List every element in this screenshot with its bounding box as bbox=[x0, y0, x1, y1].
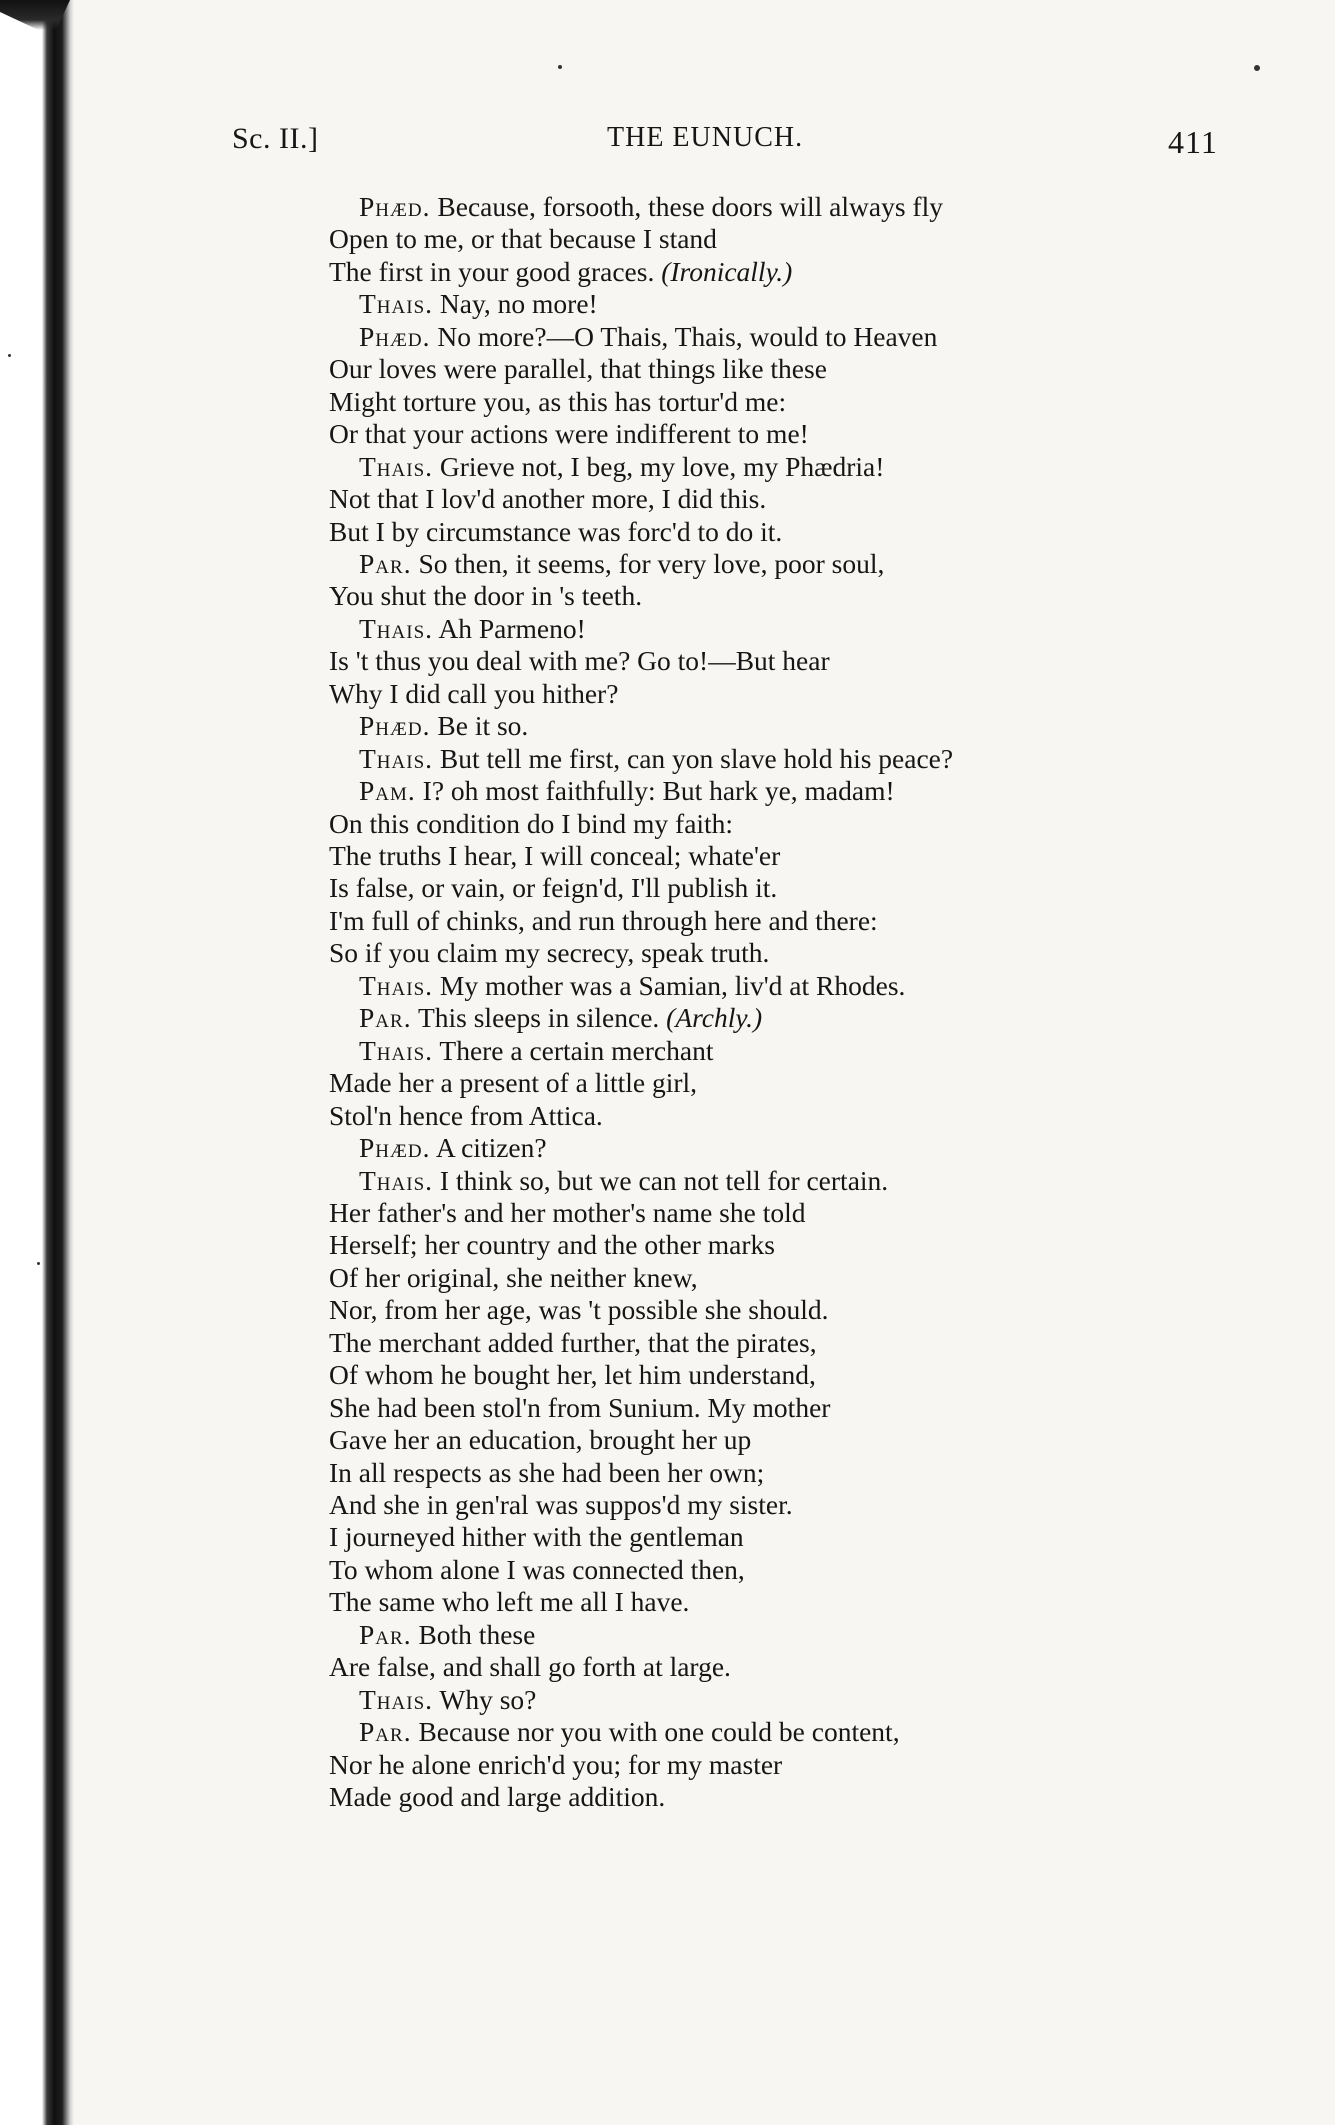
running-title: THE EUNUCH. bbox=[607, 122, 804, 153]
line-text: I? oh most faithfully: But hark ye, madam! bbox=[415, 775, 895, 807]
book-spine-shadow bbox=[0, 0, 74, 2125]
text-line bbox=[359, 710, 528, 742]
line-text: In all respects as she had been her own; bbox=[329, 1456, 765, 1488]
text-line bbox=[329, 1327, 817, 1359]
text-line bbox=[329, 386, 786, 418]
text-line bbox=[329, 256, 792, 288]
line-text: Is 't thus you deal with me? Go to!—But hear bbox=[329, 645, 830, 677]
line-text: Or that your actions were indifferent to me! bbox=[329, 418, 809, 450]
page-number: 411 bbox=[1168, 124, 1218, 160]
text-line bbox=[329, 516, 782, 548]
line-text: So if you claim my secrecy, speak truth. bbox=[329, 937, 770, 969]
line-text: On this condition do I bind my faith: bbox=[329, 807, 734, 839]
line-text: Open to me, or that because I stand bbox=[329, 223, 717, 255]
text-line bbox=[329, 645, 830, 677]
line-text: Is false, or vain, or feign'd, I'll publish it. bbox=[329, 872, 778, 904]
speaker-name: Par. bbox=[359, 1716, 412, 1748]
speaker-name: Phæd. bbox=[359, 191, 431, 222]
line-text: But I by circumstance was forc'd to do it. bbox=[329, 515, 783, 547]
line-text: This sleeps in silence. bbox=[411, 1002, 667, 1034]
text-line bbox=[359, 1619, 535, 1651]
text-line bbox=[329, 1100, 603, 1132]
text-line bbox=[329, 905, 878, 937]
speaker-name: Thais. bbox=[359, 742, 434, 774]
text-line bbox=[359, 548, 884, 580]
line-text: To whom alone I was connected then, bbox=[329, 1553, 745, 1585]
line-text: Not that I lov'd another more, I did this. bbox=[329, 483, 767, 515]
speaker-name: Phæd. bbox=[359, 1132, 431, 1164]
line-text: So then, it seems, for very love, poor soul, bbox=[411, 547, 885, 579]
text-line bbox=[329, 353, 827, 385]
line-text: The first in your good graces. bbox=[329, 255, 662, 287]
line-text: She had been stol'n from Sunium. My mother bbox=[329, 1391, 831, 1423]
line-text: Herself; her country and the other marks bbox=[329, 1229, 775, 1261]
line-text: Nor, from her age, was 't possible she should. bbox=[329, 1294, 829, 1326]
text-line bbox=[329, 580, 642, 612]
ink-speck bbox=[8, 354, 11, 357]
text-line bbox=[359, 1684, 536, 1716]
text-line bbox=[329, 678, 618, 710]
stage-direction: (Ironically.) bbox=[661, 255, 793, 287]
ink-speck bbox=[1254, 65, 1260, 71]
line-text: There a certain merchant bbox=[433, 1034, 714, 1066]
line-text: Made her a present of a little girl, bbox=[329, 1067, 698, 1099]
line-text: Might torture you, as this has tortur'd me: bbox=[329, 385, 787, 417]
text-line bbox=[329, 1586, 689, 1618]
text-line bbox=[329, 1197, 805, 1229]
speaker-name: Pam. bbox=[359, 775, 416, 807]
line-text: The merchant added further, that the pirates, bbox=[329, 1326, 817, 1358]
line-text: Stol'n hence from Attica. bbox=[329, 1099, 603, 1131]
speaker-name: Par. bbox=[359, 547, 412, 579]
line-text: Be it so. bbox=[430, 710, 529, 742]
speaker-name: Phæd. bbox=[359, 710, 431, 742]
text-line bbox=[359, 1002, 762, 1034]
text-line bbox=[359, 613, 586, 645]
speaker-name: Thais. bbox=[359, 612, 434, 644]
text-line bbox=[329, 1521, 744, 1553]
text-line bbox=[329, 1294, 829, 1326]
line-text: My mother was a Samian, liv'd at Rhodes. bbox=[433, 969, 906, 1001]
scene-reference: Sc. II.] bbox=[232, 122, 319, 155]
text-line bbox=[329, 840, 780, 872]
line-text: Because, forsooth, these doors will always fly bbox=[430, 191, 943, 222]
line-text: You shut the door in 's teeth. bbox=[329, 580, 643, 612]
speaker-name: Phæd. bbox=[359, 320, 431, 352]
line-text: Ah Parmeno! bbox=[433, 612, 586, 644]
line-text: I think so, but we can not tell for certain. bbox=[433, 1164, 889, 1196]
ink-speck bbox=[558, 65, 562, 69]
text-line bbox=[329, 1651, 731, 1683]
line-text: Of whom he bought her, let him understand, bbox=[329, 1359, 816, 1391]
line-text: Nor he alone enrich'd you; for my master bbox=[329, 1748, 783, 1780]
text-line bbox=[359, 1165, 888, 1197]
text-line bbox=[359, 1035, 713, 1067]
line-text: Both these bbox=[411, 1618, 536, 1650]
line-text: Made good and large addition. bbox=[329, 1781, 666, 1813]
text-line bbox=[359, 1132, 547, 1164]
text-line bbox=[329, 872, 777, 904]
running-header bbox=[0, 122, 1335, 162]
text-line bbox=[359, 1716, 900, 1748]
text-line bbox=[329, 1067, 697, 1099]
text-line bbox=[359, 743, 953, 775]
text-line bbox=[329, 1554, 745, 1586]
line-text: I'm full of chinks, and run through here and there: bbox=[329, 904, 878, 936]
text-line bbox=[329, 808, 733, 840]
line-text: I journeyed hither with the gentleman bbox=[329, 1521, 744, 1553]
line-text: And she in gen'ral was suppos'd my sister. bbox=[329, 1489, 793, 1520]
text-line bbox=[359, 321, 937, 353]
speaker-name: Thais. bbox=[359, 1683, 434, 1715]
line-text: Of her original, she neither knew, bbox=[329, 1261, 698, 1293]
text-line bbox=[329, 1262, 698, 1294]
line-text: Why I did call you hither? bbox=[329, 677, 619, 709]
text-line bbox=[329, 1457, 764, 1489]
text-line bbox=[329, 1424, 751, 1456]
text-line bbox=[329, 1781, 665, 1813]
line-text: Why so? bbox=[433, 1683, 537, 1715]
line-text: Nay, no more! bbox=[433, 288, 598, 320]
text-line bbox=[359, 288, 598, 320]
text-line bbox=[329, 1229, 775, 1261]
text-line bbox=[359, 970, 905, 1002]
line-text: Our loves were parallel, that things like these bbox=[329, 353, 827, 385]
line-text: Are false, and shall go forth at large. bbox=[329, 1651, 731, 1683]
speaker-name: Thais. bbox=[359, 288, 434, 320]
line-text: Grieve not, I beg, my love, my Phædria! bbox=[433, 450, 885, 482]
line-text: No more?—O Thais, Thais, would to Heaven bbox=[430, 320, 938, 352]
text-line bbox=[329, 1489, 793, 1521]
text-line bbox=[329, 1749, 782, 1781]
speaker-name: Par. bbox=[359, 1002, 412, 1034]
text-line bbox=[329, 418, 809, 450]
text-line bbox=[329, 937, 769, 969]
speaker-name: Thais. bbox=[359, 969, 434, 1001]
speaker-name: Thais. bbox=[359, 1164, 434, 1196]
speaker-name: Thais. bbox=[359, 450, 434, 482]
line-text: The truths I hear, I will conceal; whate'er bbox=[329, 840, 781, 871]
text-line bbox=[359, 191, 943, 223]
text-line bbox=[329, 223, 717, 255]
ink-speck bbox=[37, 1262, 40, 1265]
speaker-name: Thais. bbox=[359, 1034, 434, 1066]
text-line bbox=[359, 775, 895, 807]
line-text: The same who left me all I have. bbox=[329, 1586, 690, 1618]
line-text: But tell me first, can yon slave hold his peace? bbox=[433, 742, 954, 774]
line-text: Gave her an education, brought her up bbox=[329, 1424, 752, 1456]
line-text: Her father's and her mother's name she told bbox=[329, 1196, 806, 1228]
stage-direction: (Archly.) bbox=[666, 1002, 763, 1034]
text-line bbox=[329, 483, 766, 515]
line-text: A citizen? bbox=[430, 1132, 547, 1164]
speaker-name: Par. bbox=[359, 1618, 412, 1650]
text-line bbox=[359, 451, 884, 483]
text-line bbox=[329, 1359, 816, 1391]
text-line bbox=[329, 1392, 830, 1424]
line-text: Because nor you with one could be content, bbox=[411, 1716, 900, 1748]
